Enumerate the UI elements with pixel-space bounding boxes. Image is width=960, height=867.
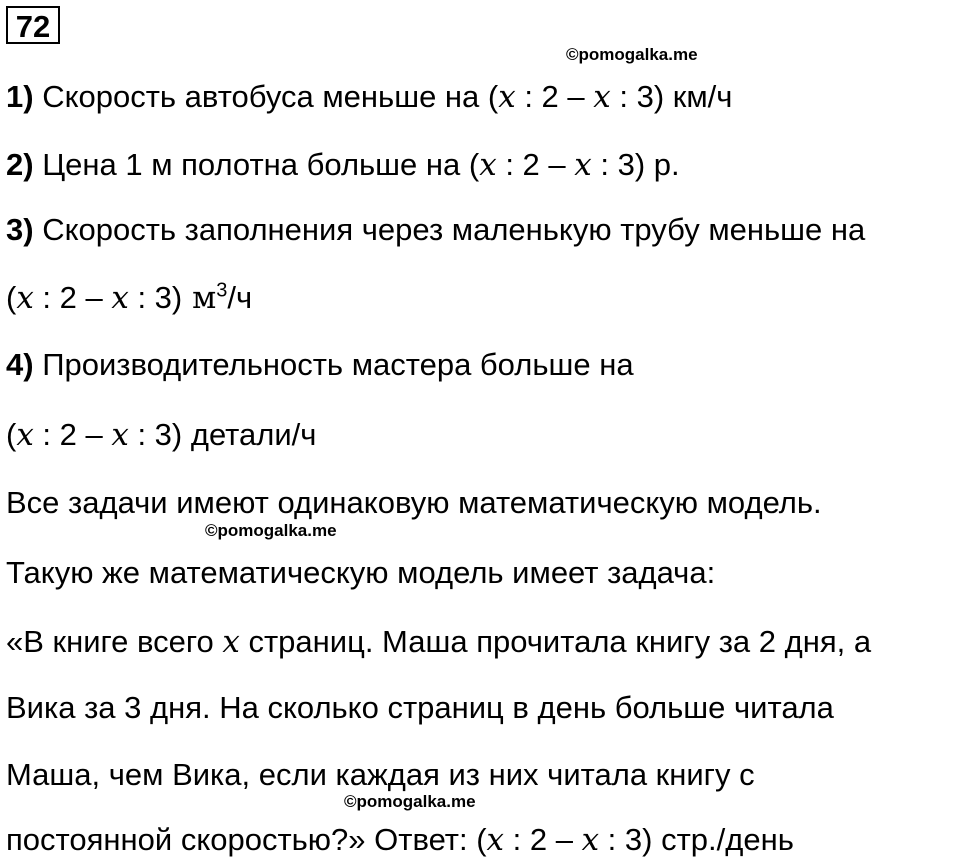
task-text: постоянной скоростью?» Ответ:	[6, 822, 477, 857]
task-line-1	[6, 622, 871, 662]
variable-x: x	[479, 147, 497, 183]
task-text: «В книге всего	[6, 624, 223, 659]
variable-x: x	[581, 822, 600, 858]
item-label: 2)	[6, 147, 34, 182]
variable-x: x	[593, 79, 611, 115]
unit-exponent: 3	[216, 279, 228, 302]
item-unit: км/ч	[664, 79, 733, 114]
item-text: Скорость заполнения через маленькую трубу меньше на	[33, 212, 866, 247]
expr-div3: : 3)	[610, 79, 665, 114]
expr-open: (	[487, 79, 499, 114]
item-unit: р.	[645, 147, 680, 182]
item-text: Цена 1 м полотна больше на	[33, 147, 469, 182]
expr-div3: : 3)	[128, 280, 183, 315]
expr-open: (	[6, 417, 17, 452]
watermark: ©pomogalka.me	[344, 792, 476, 811]
expr-open: (	[468, 147, 480, 182]
expr-div3: : 3)	[599, 822, 653, 857]
problem-number: 72	[6, 6, 60, 44]
expr-div2: : 2 –	[496, 147, 575, 182]
watermark: ©pomogalka.me	[566, 45, 698, 64]
watermark: ©pomogalka.me	[205, 521, 337, 540]
variable-x: x	[498, 79, 516, 115]
item-text: Производительность мастера больше на	[33, 347, 634, 382]
task-text: страниц. Маша прочитала книгу за 2 дня, а	[239, 624, 872, 659]
task-line-4	[6, 820, 794, 860]
variable-x: x	[574, 147, 592, 183]
variable-x: x	[222, 624, 240, 660]
unit-per-hour: /ч	[227, 280, 253, 315]
expr-div3: : 3)	[128, 417, 183, 452]
item-unit: детали/ч	[182, 417, 317, 452]
item-2	[6, 145, 680, 185]
expr-div2: : 2 –	[504, 822, 582, 857]
variable-x: x	[111, 280, 129, 316]
variable-x: x	[111, 417, 129, 453]
expr-div2: : 2 –	[33, 417, 112, 452]
same-model-intro: Такую же математическую модель имеет задача:	[6, 555, 716, 590]
expr-div2: : 2 –	[515, 79, 594, 114]
item-label: 1)	[6, 79, 34, 114]
variable-x: x	[16, 280, 34, 316]
item-1	[6, 77, 732, 117]
expr-open: (	[6, 280, 17, 315]
variable-x: x	[486, 822, 505, 858]
item-label: 4)	[6, 347, 34, 382]
task-line-2: Вика за 3 дня. На сколько страниц в день больше читала	[6, 690, 834, 725]
expr-div3: : 3)	[591, 147, 646, 182]
variable-x: x	[16, 417, 34, 453]
item-label: 3)	[6, 212, 34, 247]
item-3	[6, 210, 865, 250]
item-3-expression	[6, 278, 252, 318]
expr-div2: : 2 –	[33, 280, 112, 315]
unit-meter: м	[182, 280, 217, 316]
expr-open: (	[476, 822, 487, 857]
item-text: Скорость автобуса меньше на	[33, 79, 488, 114]
answer-unit: стр./день	[652, 822, 794, 857]
conclusion: Все задачи имеют одинаковую математическую модель.	[6, 485, 822, 520]
task-line-3: Маша, чем Вика, если каждая из них читала книгу с	[6, 757, 755, 792]
item-4-expression	[6, 415, 316, 455]
item-4	[6, 345, 634, 385]
